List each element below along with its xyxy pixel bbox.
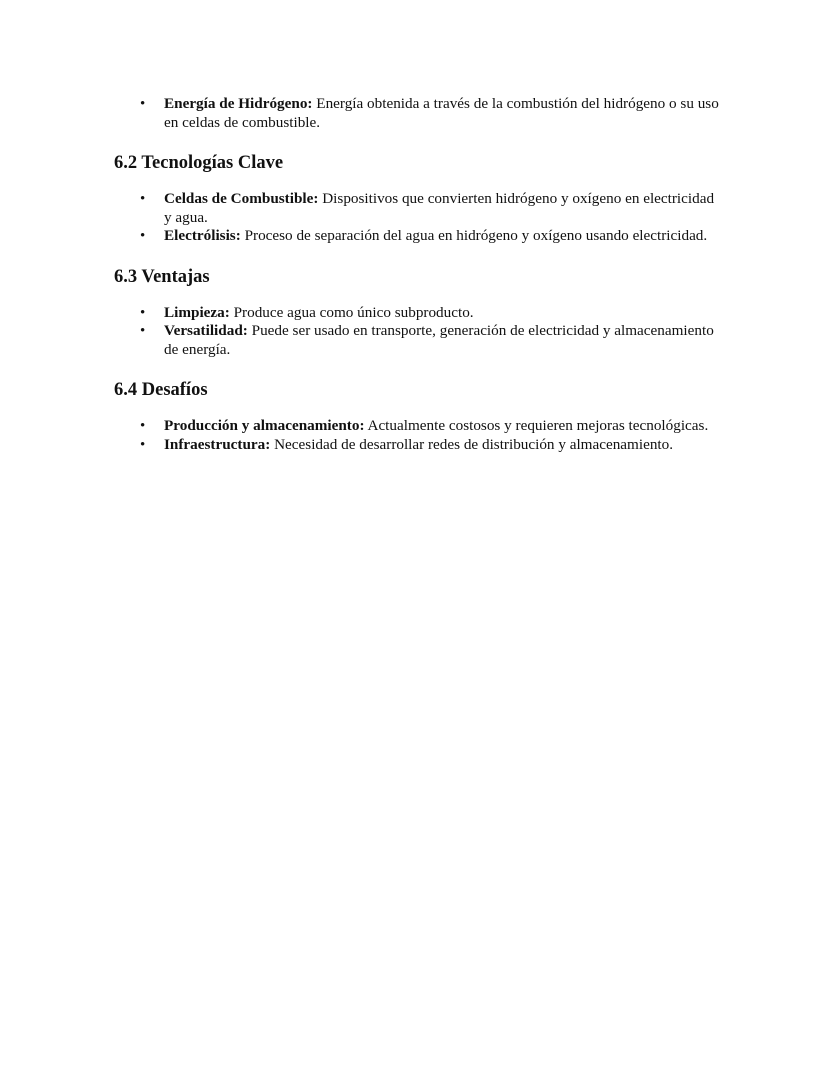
section-list-tecnologias — [114, 190, 724, 246]
bullet-icon: • — [140, 191, 146, 207]
section-heading-ventajas: 6.3 Ventajas — [114, 266, 210, 287]
item-term: Producción y almacenamiento: — [164, 417, 365, 434]
section-heading-desafios: 6.4 Desafíos — [114, 380, 208, 400]
item-text: Puede ser usado en transporte, generación de electricidad y almacenamiento de energía. — [164, 322, 714, 358]
item-text: Necesidad de desarrollar redes de distribución y almacenamiento. — [270, 435, 674, 453]
page-content — [114, 95, 724, 454]
item-term: Electrólisis: — [164, 227, 241, 244]
list-item — [114, 322, 724, 359]
section-list-desafios — [114, 417, 724, 454]
item-term: Celdas de Combustible: — [164, 190, 319, 207]
list-item — [114, 304, 724, 323]
list-item — [114, 190, 724, 227]
item-term: Infraestructura: — [164, 435, 271, 453]
item-text: Proceso de separación del agua en hidrógeno y oxígeno usando electricidad. — [240, 227, 708, 244]
list-item — [114, 417, 724, 436]
bullet-icon: • — [140, 304, 146, 321]
section-heading-tecnologias: 6.2 Tecnologías Clave — [114, 153, 284, 173]
bullet-icon: • — [140, 436, 146, 453]
item-text: Produce agua como único subproducto. — [229, 303, 474, 321]
intro-list — [114, 95, 724, 132]
item-term: Energía de Hidrógeno: — [164, 95, 313, 112]
list-item — [114, 227, 724, 246]
item-text: Actualmente costosos y requieren mejoras tecnológicas. — [364, 417, 709, 434]
bullet-icon: • — [140, 96, 146, 112]
item-text: Dispositivos que convierten hidrógeno y oxígeno en electricidad y agua. — [164, 190, 715, 226]
bullet-icon: • — [140, 228, 146, 244]
list-item — [114, 95, 724, 132]
list-item — [114, 436, 724, 455]
bullet-icon: • — [140, 323, 146, 339]
bullet-icon: • — [140, 418, 146, 434]
item-term: Limpieza: — [164, 303, 230, 321]
section-list-ventajas — [114, 304, 724, 360]
item-text: Energía obtenida a través de la combustión del hidrógeno o su uso en celdas de combustible. — [164, 95, 719, 131]
item-term: Versatilidad: — [164, 322, 248, 339]
